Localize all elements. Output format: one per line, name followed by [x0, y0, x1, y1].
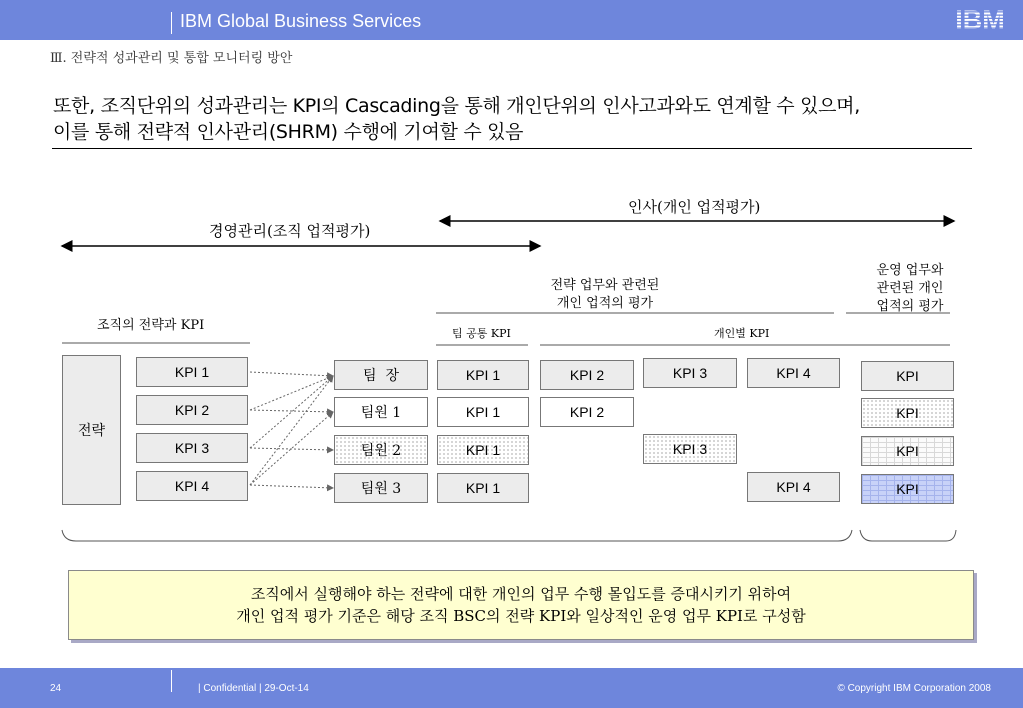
org-kpi-4: KPI 4 [136, 471, 248, 501]
strategy-related-label: 전략 업무와 관련된 개인 업적의 평가 [550, 278, 660, 311]
org-kpi-1: KPI 1 [136, 357, 248, 387]
summary-note-line-1: 조직에서 실행해야 하는 전략에 대한 개인의 업무 수행 몰입도를 증대시키기 위하여 [250, 585, 792, 603]
member-leader: 팀 장 [334, 360, 428, 390]
member-2: 팀원 2 [334, 435, 428, 465]
summary-note [68, 570, 974, 640]
individual-kpi-member1: KPI 2 [540, 397, 634, 427]
individual-kpi-leader-3: KPI 3 [643, 358, 737, 388]
org-kpi-2: KPI 2 [136, 395, 248, 425]
team-common-kpi-member2: KPI 1 [437, 435, 529, 465]
footer-separator [171, 670, 172, 692]
org-strategy-label: 조직의 전략과 KPI [97, 318, 205, 333]
team-common-kpi-member1: KPI 1 [437, 397, 529, 427]
connector-kpi1-leader [250, 372, 333, 376]
operation-brace [860, 530, 956, 541]
connector-kpi2-member2 [250, 448, 333, 450]
connector-kpi2-leader [250, 376, 333, 410]
connector-kpi4-leader [250, 376, 333, 485]
connector-kpi4-member3 [250, 485, 333, 488]
operation-kpi-member2: KPI [861, 436, 954, 466]
member-1: 팀원 1 [334, 397, 428, 427]
member-3: 팀원 3 [334, 473, 428, 503]
team-common-kpi-leader: KPI 1 [437, 360, 529, 390]
footer-bar [0, 668, 1023, 708]
footer-copyright: © Copyright IBM Corporation 2008 [837, 683, 991, 694]
hr-range-label: 인사(개인 업적평가) [628, 198, 761, 216]
connector-kpi3-leader [250, 376, 333, 448]
team-common-kpi-member3: KPI 1 [437, 473, 529, 503]
operation-related-label: 운영 업무와 관련된 개인 업적의 평가 [876, 263, 944, 314]
summary-note-line-2: 개인 업적 평가 기준은 해당 조직 BSC의 전략 KPI와 일상적인 운영 업무 KPI로 구성함 [236, 607, 806, 625]
strategy-box: 전략 [62, 355, 121, 505]
individual-kpi-leader-2: KPI 2 [540, 360, 634, 390]
operation-kpi-member1: KPI [861, 398, 954, 428]
connector-kpi1-member1 [250, 410, 333, 412]
page-number: 24 [50, 683, 62, 694]
header-title: IBM Global Business Services [180, 11, 422, 31]
strategy-brace [62, 530, 852, 541]
section-title: Ⅲ. 전략적 성과관리 및 통합 모니터링 방안 [50, 51, 293, 66]
individual-kpi-member2: KPI 3 [643, 434, 737, 464]
team-common-label: 팀 공통 KPI [452, 327, 511, 340]
org-kpi-3: KPI 3 [136, 433, 248, 463]
individual-kpi-member3: KPI 4 [747, 472, 840, 502]
individual-label: 개인별 KPI [714, 327, 770, 340]
operation-kpi-leader: KPI [861, 361, 954, 391]
svg-text:IBM: IBM [955, 6, 1005, 32]
footer-confidential: | Confidential | 29-Oct-14 [198, 683, 309, 694]
headline-line-2: 이를 통해 전략적 인사관리(SHRM) 수행에 기여할 수 있음 [53, 121, 524, 143]
individual-kpi-leader-4: KPI 4 [747, 358, 840, 388]
mgmt-range-label: 경영관리(조직 업적평가) [209, 222, 371, 240]
operation-kpi-member3: KPI [861, 474, 954, 504]
headline-line-1: 또한, 조직단위의 성과관리는 KPI의 Cascading을 통해 개인단위의 인사고과와도 연계할 수 있으며, [53, 95, 860, 117]
